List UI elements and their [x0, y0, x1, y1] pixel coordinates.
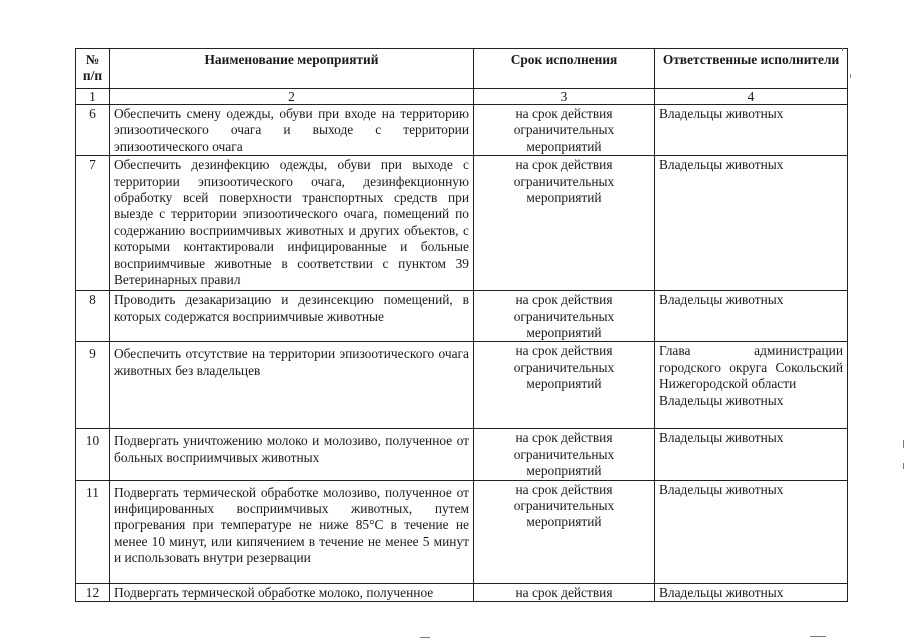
header-deadline: Срок исполнения — [474, 49, 655, 89]
row-deadline: на срок действия ограничительных мероприятий — [474, 429, 655, 480]
measures-table — [75, 48, 848, 602]
scan-speck — [420, 637, 430, 638]
row-number: 9 — [76, 342, 110, 429]
row-measure: Проводить дезакаризацию и дезинсекцию помещений, в которых содержатся восприимчивые животные — [110, 291, 474, 342]
table-row — [76, 105, 848, 156]
table-row — [76, 429, 848, 480]
row-measure: Подвергать уничтожению молоко и молозиво, полученное от больных восприимчивых животных — [110, 429, 474, 480]
column-index-row — [76, 89, 848, 105]
row-measure: Подвергать термической обработке молоко, полученное — [110, 583, 474, 601]
row-deadline: на срок действия ограничительных мероприятий — [474, 105, 655, 156]
header-responsible: Ответственные исполнители — [655, 49, 848, 89]
row-number: 11 — [76, 480, 110, 583]
column-index: 3 — [474, 89, 655, 105]
row-number: 7 — [76, 156, 110, 291]
row-measure: Обеспечить смену одежды, обуви при входе на территорию эпизоотического очага и выходе с территории эпизоотического очага — [110, 105, 474, 156]
row-number: 8 — [76, 291, 110, 342]
row-measure: Обеспечить дезинфекцию одежды, обуви при выходе с территории эпизоотического очага, дезинфекционную обработку всей поверхности транспортных средств при выезде с территории эпизоотического очага, помещений по содержанию восприимчивых животных и других объектов, с которыми контактировали инфицированные и больные восприимчивые животные в соответствии с пунктом 39 Ветеринарных правил — [110, 156, 474, 291]
row-deadline: на срок действия — [474, 583, 655, 601]
scan-speck — [903, 463, 904, 469]
row-deadline: на срок действия ограничительных мероприятий — [474, 342, 655, 429]
row-responsible: Владельцы животных — [655, 583, 848, 601]
table-row — [76, 342, 848, 429]
header-number: № п/п — [76, 49, 110, 89]
column-index: 4 — [655, 89, 848, 105]
row-responsible: Владельцы животных — [655, 429, 848, 480]
row-measure: Подвергать термической обработке молозиво, полученное от инфицированных восприимчивых животных, путем прогревания при температуре не ниже 85°С в течение не менее 10 минут, или кипячением в течение не менее 5 минут и использовать внутри резервации — [110, 480, 474, 583]
table-row — [76, 480, 848, 583]
row-responsible: Владельцы животных — [655, 480, 848, 583]
row-responsible — [655, 342, 848, 429]
scan-speck — [842, 48, 843, 51]
table-row — [76, 291, 848, 342]
row-deadline: на срок действия ограничительных мероприятий — [474, 480, 655, 583]
row-deadline: на срок действия ограничительных мероприятий — [474, 156, 655, 291]
table-row — [76, 156, 848, 291]
row-responsible: Владельцы животных — [655, 291, 848, 342]
row-measure: Обеспечить отсутствие на территории эпизоотического очага животных без владельцев — [110, 342, 474, 429]
column-index: 1 — [76, 89, 110, 105]
scan-speck — [903, 440, 904, 448]
row-number: 10 — [76, 429, 110, 480]
table-header-row — [76, 49, 848, 89]
scan-speck — [850, 74, 851, 78]
table-row — [76, 583, 848, 601]
scan-speck — [810, 636, 826, 637]
responsible-administration: Глава администрации городского округа Сокольский Нижегородской области — [659, 343, 843, 392]
row-number: 6 — [76, 105, 110, 156]
responsible-owners: Владельцы животных — [659, 392, 784, 408]
row-responsible: Владельцы животных — [655, 105, 848, 156]
column-index: 2 — [110, 89, 474, 105]
row-responsible: Владельцы животных — [655, 156, 848, 291]
row-number: 12 — [76, 583, 110, 601]
header-measures: Наименование мероприятий — [110, 49, 474, 89]
row-deadline: на срок действия ограничительных мероприятий — [474, 291, 655, 342]
